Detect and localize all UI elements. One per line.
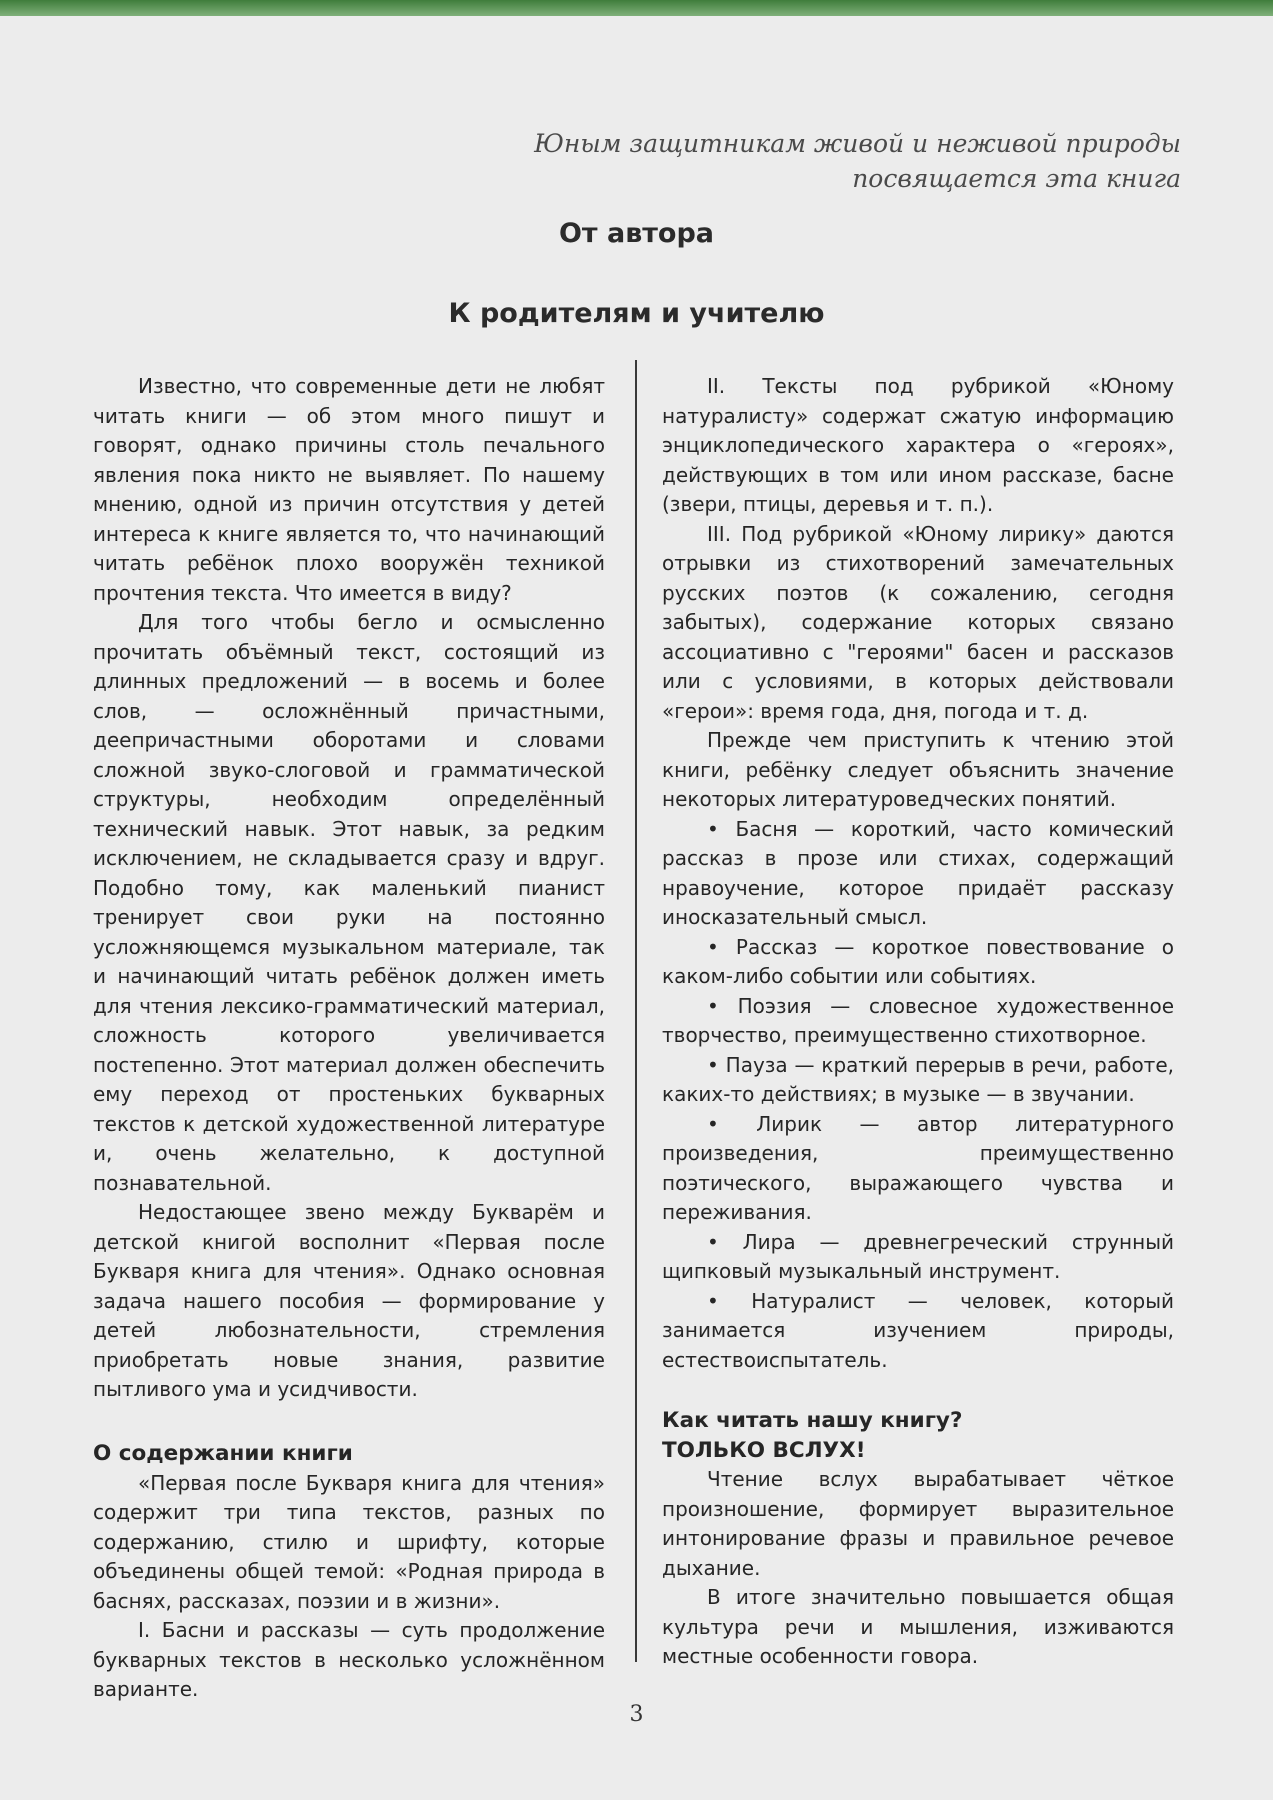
page-number: 3 [629,1702,644,1727]
paragraph: Известно, что современные дети не любят читать книги — об этом много пишут и говорят, однако причины столь печального явления пока никто не выявляет. По нашему мнению, одной из причин отсутствия у детей интереса к книге является то, что начинающий читать ребёнок плохо вооружён техникой прочтения текста. Что имеется в виду? [93,374,605,605]
dedication-line-2: посвящается эта книга [852,164,1181,193]
term-definition: • Лира — древнегреческий струнный щипковый музыкальный инструмент. [662,1229,1174,1283]
paragraph: Чтение вслух вырабатывает чёткое произношение, формирует выразительное интонирование фразы и правильное речевое дыхание. [662,1467,1174,1580]
top-color-stripe [0,0,1273,16]
term-definition: • Басня — короткий, часто комический рассказ в прозе или стихах, содержащий нравоучение, которое придаёт рассказу иносказательный смысл. [662,816,1174,929]
section-title-contents: О содержании книги [93,1440,353,1466]
paragraph: Для того чтобы бегло и осмысленно прочитать объёмный текст, состоящий из длинных предложений — в восемь и более слов, — осложнённый причастными, деепричастными оборотами и словами сложной звуко-слоговой и грамматической структуры, необходим определённый технический навык. Этот навык, за редким исключением, не складывается сразу и вдруг. Подобно тому, как маленький пианист тренирует свои руки на постоянно усложняющемся музыкальном материале, так и начинающий читать ребёнок должен иметь для чтения лексико-грамматический материал, сложность которого увеличивается постепенно. Этот материал должен обеспечить ему переход от простеньких букварных текстов к детской художественной литературе и, очень желательно, к доступной познавательной. [93,610,605,1195]
paragraph: II. Тексты под рубрикой «Юному натуралисту» содержат сжатую информацию энциклопедического характера о «героях», действующих в том или ином рассказе, басне (звери, птицы, деревья и т. п.). [662,374,1174,516]
dedication [421,126,1181,196]
section-title-how-to-read: Как читать нашу книгу? [662,1408,963,1433]
paragraph: I. Басни и рассказы — суть продолжение букварных текстов в несколько усложнённом варианте. [93,1618,605,1701]
term-definition: • Натуралист — человек, который занимается изучением природы, естествоиспытатель. [662,1288,1174,1372]
dedication-line-1: Юным защитникам живой и неживой природы [534,129,1181,158]
term-definition: • Лирик — автор литературного произведения, преимущественно поэтического, выражающего чувства и переживания. [662,1111,1174,1224]
heading-from-author: От автора [558,218,715,249]
paragraph: III. Под рубрикой «Юному лирику» даются отрывки из стихотворений замечательных русских поэтов (к сожалению, сегодня забытых), содержание которых связано ассоциативно с "героями" басен и рассказов или с условиями, в которых действовали «герои»: время года, дня, погода и т. д. [662,521,1174,723]
term-definition: • Поэзия — словесное художественное творчество, преимущественно стихотворное. [662,993,1174,1047]
right-column [662,372,1174,1672]
heading-to-parents: К родителям и учителю [448,298,825,329]
left-column [93,372,605,1705]
section-title-aloud: ТОЛЬКО ВСЛУХ! [662,1438,866,1463]
term-definition: • Пауза — краткий перерыв в речи, работе, каких-то действиях; в музыке — в звучании. [662,1052,1174,1106]
paragraph: «Первая после Букваря книга для чтения» содержит три типа текстов, разных по содержанию, стилю и шрифту, которые объединены общей темой: «Родная природа в баснях, рассказах, поэзии и в жизни». [93,1470,605,1613]
paragraph: Прежде чем приступить к чтению этой книги, ребёнку следует объяснить значение некоторых литературоведческих понятий. [662,728,1174,811]
paragraph: Недостающее звено между Букварём и детской книгой восполнит «Первая после Букваря книга для чтения». Однако основная задача нашего пособия — формирование у детей любознательности, стремления приобретать новые знания, развитие пытливого ума и усидчивости. [93,1200,605,1401]
term-definition: • Рассказ — короткое повествование о каком-либо событии или событиях. [662,934,1174,988]
paragraph: В итоге значительно повышается общая культура речи и мышления, изживаются местные особенности говора. [662,1585,1174,1668]
column-divider [635,360,637,1662]
